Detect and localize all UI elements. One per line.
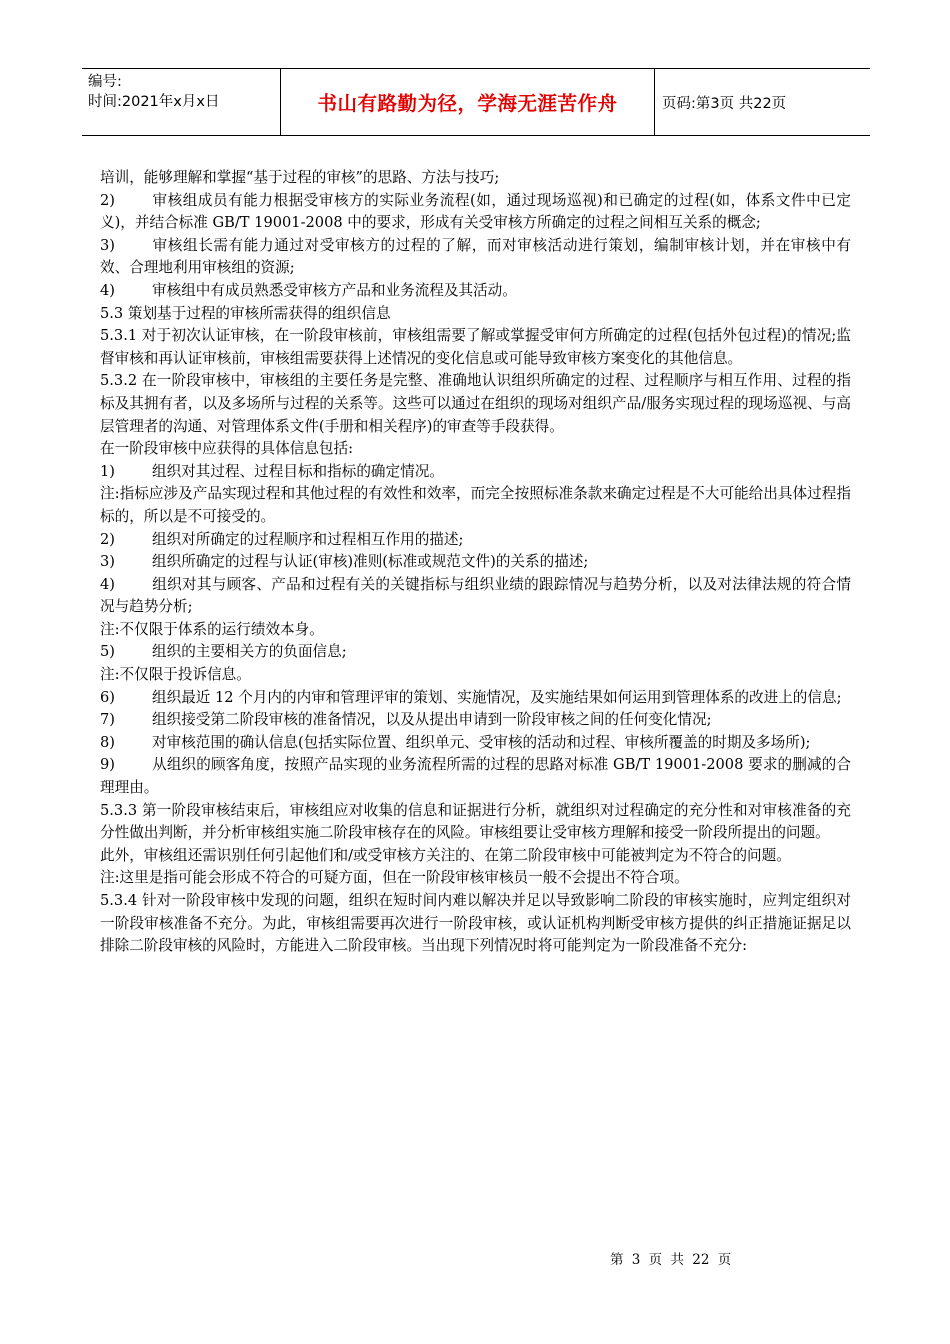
- document-date: 时间:2021年x月x日: [88, 94, 220, 110]
- list-item: [100, 574, 851, 619]
- note: 注:不仅限于投诉信息。: [100, 666, 251, 684]
- list-number: 9): [100, 756, 115, 774]
- list-number: 8): [100, 733, 115, 751]
- list-number: 4): [100, 575, 115, 593]
- note: 注:指标应涉及产品实现过程和其他过程的有效性和效率，而完全按照标准条款来确定过程是不大可能给出具体过程指标的，所以是不可接受的。: [100, 485, 851, 525]
- header-page-number: 页码:第3页 共22页: [662, 95, 787, 112]
- page-footer: 第 3 页 共 22 页: [610, 1252, 732, 1268]
- paragraph: 5.3.2 在一阶段审核中，审核组的主要任务是完整、准确地认识组织所确定的过程、过程顺序与相互作用、过程的指标及其拥有者，以及多场所与过程的关系等。这些可以通过在组织的现场对组织产品/服务实现过程的现场巡视、与高层管理者的沟通、对管理体系文件(手册和相关程序)的审查等手段获得。: [100, 372, 851, 435]
- list-text: 对审核范围的确认信息(包括实际位置、组织单元、受审核的活动和过程、审核所覆盖的时期及多场所);: [152, 733, 811, 751]
- header-meta: [82, 69, 280, 135]
- list-number: 6): [100, 688, 115, 706]
- list-item: [100, 551, 851, 574]
- list-item: [100, 235, 851, 280]
- page-header: [82, 68, 870, 136]
- list-text: 审核组长需有能力通过对受审核方的过程的了解，而对审核活动进行策划，编制审核计划，并在审核中有效、合理地利用审核组的资源;: [100, 236, 851, 277]
- list-item: [100, 732, 851, 755]
- note: 注:不仅限于体系的运行绩效本身。: [100, 620, 324, 638]
- list-item: [100, 641, 851, 664]
- list-text: 审核组中有成员熟悉受审核方产品和业务流程及其活动。: [152, 281, 517, 299]
- list-text: 组织所确定的过程与认证(审核)准则(标准或规范文件)的关系的描述;: [152, 553, 589, 571]
- list-number: 2): [100, 530, 115, 548]
- document-body: [100, 167, 851, 958]
- list-number: 7): [100, 711, 115, 729]
- list-text: 组织接受第二阶段审核的准备情况，以及从提出申请到一阶段审核之间的任何变化情况;: [152, 711, 712, 729]
- paragraph: 培训，能够理解和掌握“基于过程的审核”的思路、方法与技巧;: [100, 169, 500, 186]
- list-text: 组织最近 12 个月内的内审和管理评审的策划、实施情况，及实施结果如何运用到管理体系的改进上的信息;: [152, 688, 842, 706]
- list-text: 组织对其过程、过程目标和指标的确定情况。: [152, 462, 444, 480]
- paragraph: 5.3.3 第一阶段审核结束后，审核组应对收集的信息和证据进行分析，就组织对过程确定的充分性和对审核准备的充分性做出判断，并分析审核组实施二阶段审核存在的风险。审核组要让受审核方理解和接受一阶段所提出的问题。: [100, 801, 851, 842]
- note: 注:这里是指可能会形成不符合的可疑方面，但在一阶段审核审核员一般不会提出不符合项。: [100, 869, 689, 887]
- list-item: [100, 529, 851, 552]
- list-text: 组织对其与顾客、产品和过程有关的关键指标与组织业绩的跟踪情况与趋势分析，以及对法律法规的符合情况与趋势分析;: [100, 575, 851, 616]
- list-number: 5): [100, 643, 115, 661]
- list-number: 2): [100, 191, 115, 209]
- list-item: [100, 461, 851, 484]
- list-item: [100, 280, 851, 303]
- list-text: 组织的主要相关方的负面信息;: [152, 643, 347, 661]
- paragraph: 5.3.1 对于初次认证审核，在一阶段审核前，审核组需要了解或掌握受审何方所确定的过程(包括外包过程)的情况;监督审核和再认证审核前，审核组需要获得上述情况的变化信息或可能导致审核方案变化的其他信息。: [100, 327, 851, 367]
- list-number: 1): [100, 462, 115, 480]
- list-text: 审核组成员有能力根据受审核方的实际业务流程(如，通过现场巡视)和已确定的过程(如，体系文件中已定义)，并结合标准 GB/T 19001-2008 中的要求，形成有关受审核方所确定的过程之间相互关系的概念;: [100, 191, 851, 232]
- paragraph: 在一阶段审核中应获得的具体信息包括:: [100, 440, 354, 458]
- list-number: 3): [100, 553, 115, 571]
- list-text: 组织对所确定的过程顺序和过程相互作用的描述;: [152, 530, 464, 548]
- list-item: [100, 687, 851, 710]
- list-item: [100, 709, 851, 732]
- list-item: [100, 190, 851, 235]
- list-number: 4): [100, 281, 115, 299]
- section-heading: 5.3 策划基于过程的审核所需获得的组织信息: [100, 304, 391, 322]
- list-number: 3): [100, 236, 115, 254]
- header-motto: 书山有路勤为径，学海无涯苦作舟: [280, 69, 655, 135]
- list-item: [100, 754, 851, 799]
- paragraph: 此外，审核组还需识别任何引起他们和/或受审核方关注的、在第二阶段审核中可能被判定为不符合的问题。: [100, 846, 791, 864]
- paragraph: 5.3.4 针对一阶段审核中发现的问题，组织在短时间内难以解决并足以导致影响二阶段的审核实施时，应判定组织对一阶段审核准备不充分。为此，审核组需要再次进行一阶段审核，或认证机构判断受审核方提供的纠正措施证据足以排除二阶段审核的风险时，方能进入二阶段审核。当出现下列情况时将可能判定为一阶段准备不充分:: [100, 892, 851, 955]
- document-number-label: 编号:: [88, 74, 122, 90]
- list-text: 从组织的顾客角度，按照产品实现的业务流程所需的过程的思路对标准 GB/T 19001-2008 要求的删减的合理理由。: [100, 756, 851, 797]
